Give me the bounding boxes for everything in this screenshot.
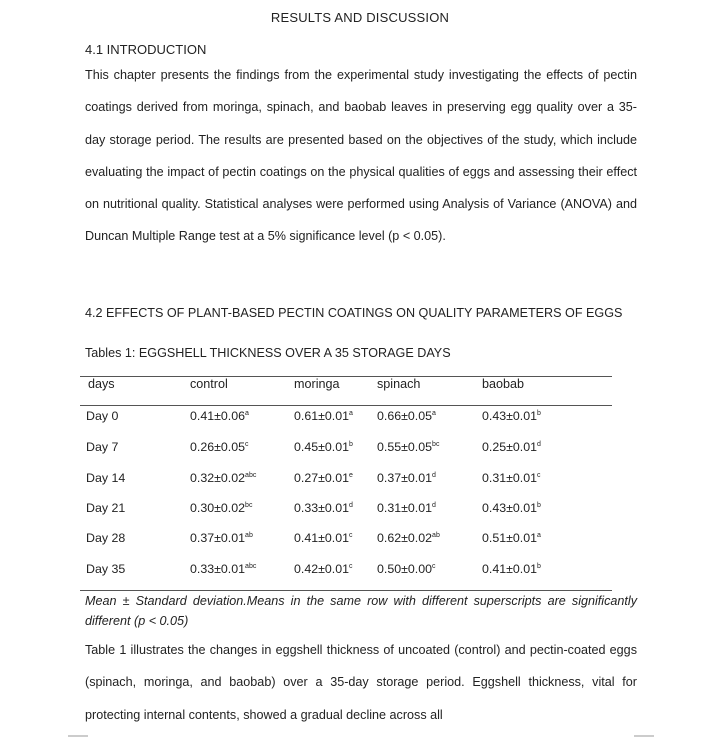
discussion-paragraph: Table 1 illustrates the changes in eggshell thickness of uncoated (control) and pectin-coated eggs (spinach, moringa, and baobab) over a 35-day storage period. Eggshell thickness, vital for protecting internal contents, showed a gradual decline across all <box>85 643 637 722</box>
significance-superscript: e <box>349 472 353 479</box>
table-cell-baobab: 0.43±0.01$^b$ <box>482 409 541 423</box>
table-header-days: days <box>88 377 115 391</box>
significance-superscript: b <box>537 502 541 509</box>
table-note: Mean ± Standard deviation.Means in the same row with different superscripts are significantly different (p < 0.05) <box>85 594 637 628</box>
table-cell-moringa: 0.45±0.01$^b$ <box>294 440 353 454</box>
table-cell-spinach: 0.50±0.00$^c$ <box>377 562 436 576</box>
table-row-label: Day 0 <box>86 409 119 423</box>
table-cell-spinach: 0.37±0.01$^d$ <box>377 471 436 485</box>
significance-superscript: a <box>245 410 249 417</box>
significance-superscript: b <box>349 441 353 448</box>
table-header-baobab: baobab <box>482 377 525 391</box>
significance-superscript: ab <box>245 532 253 539</box>
significance-superscript: d <box>349 502 353 509</box>
significance-superscript: a <box>537 532 541 539</box>
introduction-paragraph: This chapter presents the findings from the experimental study investigating the effects of pectin coatings derived from moringa, spinach, and baobab leaves in preserving egg quality over a 35-day storage period. The results are presented based on the objectives of the study, which include evaluating the impact of pectin coatings on the physical qualities of eggs and assessing their effect on nutritional quality. Statistical analyses were performed using Analysis of Variance (ANOVA) and Duncan Multiple Range test at a 5% significance level (p < 0.05). <box>85 68 637 244</box>
significance-superscript: b <box>537 410 541 417</box>
table-cell-moringa: 0.42±0.01$^c$ <box>294 562 353 576</box>
table-cell-moringa: 0.41±0.01$^c$ <box>294 531 353 545</box>
table-cell-spinach: 0.55±0.05$^{bc}$ <box>377 440 440 454</box>
significance-superscript: a <box>432 410 436 417</box>
table-header-control: control <box>190 377 228 391</box>
table-cell-moringa: 0.33±0.01$^d$ <box>294 501 353 515</box>
table-cell-moringa: 0.27±0.01$^e$ <box>294 471 353 485</box>
significance-superscript: abc <box>245 563 257 570</box>
significance-superscript: d <box>432 502 436 509</box>
significance-superscript: c <box>349 563 353 570</box>
page-edge-mark <box>634 735 654 737</box>
table-cell-spinach: 0.66±0.05$^a$ <box>377 409 436 423</box>
table-cell-baobab: 0.25±0.01$^d$ <box>482 440 541 454</box>
table-cell-control: 0.32±0.02$^{abc}$ <box>190 471 257 485</box>
table-cell-control: 0.26±0.05$^c$ <box>190 440 249 454</box>
table-row-label: Day 7 <box>86 440 119 454</box>
significance-superscript: ab <box>432 532 440 539</box>
significance-superscript: d <box>432 472 436 479</box>
table-cell-spinach: 0.31±0.01$^d$ <box>377 501 436 515</box>
significance-superscript: bc <box>432 441 440 448</box>
table-caption: Tables 1: EGGSHELL THICKNESS OVER A 35 STORAGE DAYS <box>85 346 451 360</box>
table-header-rule <box>80 405 612 406</box>
table-cell-baobab: 0.41±0.01$^b$ <box>482 562 541 576</box>
table-cell-control: 0.37±0.01$^{ab}$ <box>190 531 253 545</box>
page-title: RESULTS AND DISCUSSION <box>270 10 450 25</box>
section-heading-pectin-effects: 4.2 EFFECTS OF PLANT-BASED PECTIN COATINGS ON QUALITY PARAMETERS OF EGGS <box>85 306 623 320</box>
table-cell-control: 0.41±0.06$^a$ <box>190 409 249 423</box>
page-edge-mark <box>68 735 88 737</box>
significance-superscript: c <box>245 441 249 448</box>
table-cell-control: 0.33±0.01$^{abc}$ <box>190 562 257 576</box>
table-header-spinach: spinach <box>377 377 421 391</box>
table-cell-spinach: 0.62±0.02$^{ab}$ <box>377 531 440 545</box>
significance-superscript: d <box>537 441 541 448</box>
table-row-label: Day 14 <box>86 471 126 485</box>
significance-superscript: abc <box>245 472 257 479</box>
significance-superscript: a <box>349 410 353 417</box>
significance-superscript: c <box>537 472 541 479</box>
table-cell-baobab: 0.31±0.01$^c$ <box>482 471 541 485</box>
significance-superscript: bc <box>245 502 253 509</box>
table-row-label: Day 28 <box>86 531 126 545</box>
section-heading-introduction: 4.1 INTRODUCTION <box>85 42 207 57</box>
table-top-rule <box>80 376 612 377</box>
table-row-label: Day 21 <box>86 501 126 515</box>
table-cell-baobab: 0.43±0.01$^b$ <box>482 501 541 515</box>
table-cell-control: 0.30±0.02$^{bc}$ <box>190 501 253 515</box>
table-header-moringa: moringa <box>294 377 340 391</box>
significance-superscript: b <box>537 563 541 570</box>
significance-superscript: c <box>349 532 353 539</box>
table-cell-moringa: 0.61±0.01$^a$ <box>294 409 353 423</box>
significance-superscript: c <box>432 563 436 570</box>
table-row-label: Day 35 <box>86 562 126 576</box>
table-cell-baobab: 0.51±0.01$^a$ <box>482 531 541 545</box>
